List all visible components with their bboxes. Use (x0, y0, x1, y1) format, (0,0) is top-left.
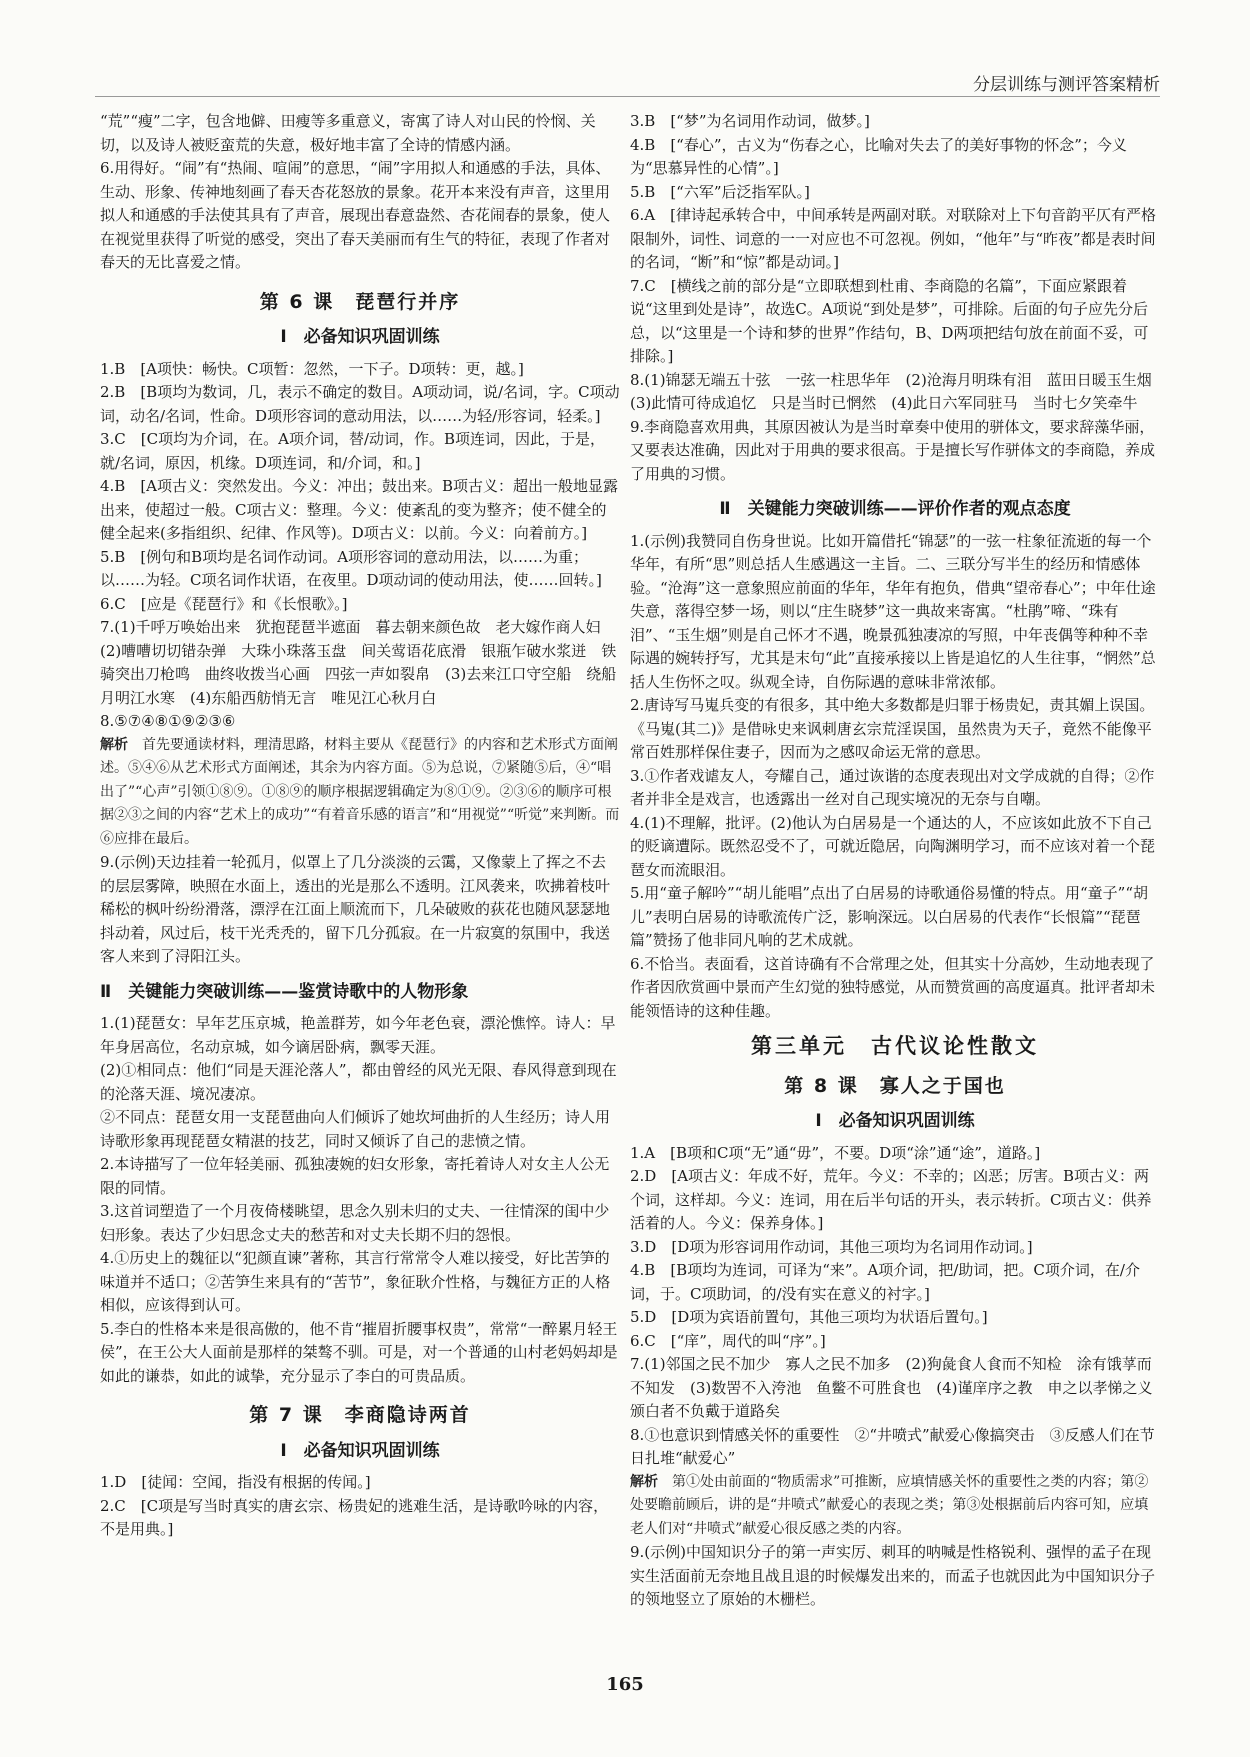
answer-item: 6.不恰当。表面看，这首诗确有不合常理之处，但其实十分高妙，生动地表现了作者因欣赏画中景而产生幻觉的独特感觉，从而赞赏画的高度逼真。批评者却未能领悟诗的这种佳趣。 (630, 954, 1156, 1020)
answer-item: (2)①相同点：他们“同是天涯沦落人”，都由曾经的风光无限、春风得意到现在的沦落天涯、境况凄凉。 (100, 1061, 617, 1103)
answer-item: 9.(示例)天边挂着一轮孤月，似罩上了几分淡淡的云霭，又像蒙上了挥之不去的层层雾障，映照在水面上，透出的光是那么不透明。江风袭来，吹拂着枝叶稀松的枫叶纷纷滑落，漂浮在江面上顺流而下，几朵破败的荻花也随风瑟瑟地抖动着，风过后，枝干光秃秃的，留下几分孤寂。在一片寂寞的氛围中，我送客人来到了浔阳江头。 (100, 853, 611, 965)
analysis-para (630, 1471, 1160, 1542)
section-title: Ⅱ 关键能力突破训练——评价作者的观点态度 (719, 499, 1071, 519)
answer-item: 8.(1)锦瑟无端五十弦 一弦一柱思华年 (2)沧海月明珠有泪 蓝田日暖玉生烟 (3)此情可待成追忆 只是当时已惘然 (4)此日六军同驻马 当时七夕笑牵牛 (630, 370, 1167, 412)
answer-item: 1.B [A项快：畅快。C项暂：忽然，一下子。D项转：更，越。] (100, 359, 524, 378)
answer-item: 2.D [A项古义：年成不好，荒年。今义：不幸的；凶恶；厉害。B项古义：两个词，这样却。今义：连词，用在后半句话的开头，表示转折。C项古义：供养活着的人。今义：保养身体。] (630, 1167, 1152, 1232)
answer-item: 1.A [B项和C项“无”通“毋”，不要。D项“涂”通“途”，道路。] (630, 1143, 1041, 1162)
answer-item: ②不同点：琵琶女用一支琵琶曲向人们倾诉了她坎坷曲折的人生经历；诗人用诗歌形象再现琵琶女精湛的技艺，同时又倾诉了自己的悲愤之情。 (100, 1108, 611, 1150)
analysis-para (100, 734, 620, 852)
answer-item: 2.C [C项是写当时真实的唐玄宗、杨贵妃的逃难生活，是诗歌吟咏的内容，不是用典。] (100, 1496, 609, 1538)
analysis-label: 解析 (100, 736, 128, 753)
analysis-label: 解析 (630, 1473, 658, 1490)
answer-item: 4.B [A项古义：突然发出。今义：冲出；鼓出来。B项古义：超出一般地显露出来，使超过一般。C项古义：整理。今义：使紊乱的变为整齐；使不健全的健全起来(多指组织、纪律、作风等)。D项古义：以前。今义：向着前方。] (100, 477, 619, 542)
answer-item: 4.(1)不理解，批评。(2)他认为白居易是一个通达的人，不应该如此放不下自己的贬谪遭际。既然忍受不了，可就近隐居，向陶渊明学习，而不应该对着一个琵琶女而流眼泪。 (630, 813, 1156, 879)
answer-item: 1.D [徒闻：空闻，指没有根据的传闻。] (100, 1473, 371, 1491)
answer-item: 7.(1)邻国之民不加少 寡人之民不加多 (2)狗彘食人食而不知检 涂有饿莩而不知发 (3)数罟不入洿池 鱼鳖不可胜食也 (4)谨庠序之教 申之以孝悌之义 颁白者不负戴于道路矣 (630, 1355, 1168, 1420)
answer-item: 3.①作者戏谑友人，夸耀自己，通过诙谐的态度表现出对文学成就的自得；②作者并非全是戏言，也透露出一丝对自己现实境况的无奈与自嘲。 (630, 766, 1155, 808)
answer-item: 6.A [律诗起承转合中，中间承转是两副对联。对联除对上下句音韵平仄有严格限制外，词性、词意的一一对应也不可忽视。例如，“他年”与“昨夜”都是表时间的名词，“断”和“惊”都是动词。] (630, 206, 1156, 271)
answer-item: 4.B [B项均为连词，可译为“来”。A项介词，把/助词，把。C项介词，在/介词，于。C项助词，的/没有实在意义的衬字。] (630, 1261, 1140, 1303)
answer-item: 7.C [横线之前的部分是“立即联想到杜甫、李商隐的名篇”，下面应紧跟着说“这里到处是诗”，故选C。A项说“到处是梦”，可排除。后面的句子应先分后总，以“这里是一个诗和梦的世界”作结句，B、D两项把结句放在前面不妥，可排除。] (630, 276, 1149, 365)
answer-item: 3.D [D项为形容词用作动词，其他三项均为名词用作动词。] (630, 1237, 1033, 1256)
answer-item: 3.B [“梦”为名词用作动词，做梦。] (630, 112, 870, 130)
left-column (100, 110, 620, 1542)
intro-para: 6.用得好。“闹”有“热闹、喧闹”的意思，“闹”字用拟人和通感的手法，具体、生动、形象、传神地刻画了春天杏花怒放的景象。花开本来没有声音，这里用拟人和通感的手法使其具有了声音，展现出春意盎然、杏花闹春的景象，使人在视觉里获得了听觉的感受，突出了春天美丽而有生气的特征，表现了作者对春天的无比喜爱之情。 (100, 159, 611, 271)
answer-item: 7.(1)千呼万唤始出来 犹抱琵琶半遮面 暮去朝来颜色故 老大嫁作商人妇 (2)嘈嘈切切错杂弹 大珠小珠落玉盘 间关莺语花底滑 银瓶乍破水浆迸 铁骑突出刀枪鸣 曲终收拨当心画 四弦一声如裂帛 (3)去来江口守空船 绕船月明江水寒 (4)东船西舫悄无言 唯见江心秋月白 (100, 618, 617, 707)
header-rule (95, 96, 1160, 97)
answer-item: 5.B [“六军”后泛指军队。] (630, 182, 810, 201)
section-title: Ⅰ 必备知识巩固训练 (280, 1440, 440, 1461)
answer-item: 1.(1)琵琶女：早年艺压京城，艳盖群芳，如今年老色衰，漂沦憔悴。诗人：早年身居高位，名动京城，如今谪居卧病，飘零天涯。 (100, 1014, 616, 1056)
intro-para: “荒”“瘦”二字，包含地僻、田瘦等多重意义，寄寓了诗人对山民的怜悯、关切，以及诗人被贬蛮荒的失意，极好地丰富了全诗的情感内涵。 (100, 112, 596, 154)
analysis-text: 第①处由前面的“物质需求”可推断，应填情感关怀的重要性之类的内容；第②处要瞻前顾后，讲的是“井喷式”献爱心的表现之类；第③处根据前后内容可知，应填老人们对“井喷式”献爱心很反感之类的内容。 (630, 1473, 1149, 1537)
lesson-8-title: 第 8 课 寡人之于国也 (784, 1074, 1006, 1097)
answer-item: 5.B [例句和B项均是名词作动词。A项形容词的意动用法，以……为重；以……为轻。C项名词作状语，在夜里。D项动词的使动用法，使……回转。] (100, 547, 602, 589)
answer-item: 1.(示例)我赞同自伤身世说。比如开篇借托“锦瑟”的一弦一柱象征流逝的每一个华年，有所“思”则总括人生感遇这一主旨。二、三联分写半生的经历和情感体验。“沧海”这一意象照应前面的华年，华年有抱负，借典“望帝春心”；中年仕途失意，落得空梦一场，则以“庄生晓梦”这一典故来寄寓。“杜鹃”啼、“珠有泪”、“玉生烟”则是自己怀才不遇，晚景孤独凄凉的写照，中年丧偶等种种不幸际遇的婉转抒写，尤其是末句“此”直接承接以上皆是追忆的人生往事，“惘然”总括人生伤怀之叹。纵观全诗，自伤际遇的意味非常浓郁。 (630, 531, 1156, 691)
answer-item: 2.本诗描写了一位年轻美丽、孤独凄婉的妇女形象，寄托着诗人对女主人公无限的同情。 (100, 1155, 610, 1197)
answer-item: 2.B [B项均为数词，几，表示不确定的数目。A项动词，说/名词，字。C项动词，动名/名词，性命。D项形容词的意动用法，以……为轻/形容词，轻柔。] (100, 383, 620, 425)
unit-3-title: 第三单元 古代议论性散文 (751, 1034, 1039, 1058)
answer-item: 9.李商隐喜欢用典，其原因被认为是当时章奏中使用的骈体文，要求辞藻华丽，又要表达准确，因此对于用典的要求很高。于是擅长写作骈体文的李商隐，养成了用典的习惯。 (630, 417, 1156, 483)
answer-item: 3.这首词塑造了一个月夜倚楼眺望，思念久别未归的丈夫、一往情深的闺中少妇形象。表达了少妇思念丈夫的愁苦和对丈夫长期不归的怨恨。 (100, 1202, 610, 1244)
section-title: Ⅰ 必备知识巩固训练 (280, 327, 440, 347)
answer-item: 5.D [D项为宾语前置句，其他三项均为状语后置句。] (630, 1308, 988, 1326)
section-title: Ⅰ 必备知识巩固训练 (815, 1111, 975, 1131)
lesson-6-title: 第 6 课 琵琶行并序 (259, 290, 461, 313)
answer-item: 9.(示例)中国知识分子的第一声实厉、刺耳的呐喊是性格锐利、强悍的孟子在现实生活面前无奈地且战且退的时候爆发出来的，而孟子也就因此为中国知识分子的领地竖立了原始的木栅栏。 (630, 1543, 1156, 1608)
answer-item: 8.①也意识到情感关怀的重要性 ②“井喷式”献爱心像搞突击 ③反感人们在节日扎堆“献爱心” (630, 1425, 1155, 1467)
answer-item: 5.李白的性格本来是很高傲的，他不肯“摧眉折腰事权贵”，常常“一醉累月轻王侯”，在王公大人面前是那样的桀骜不驯。可是，对一个普通的山村老妈妈却是如此的谦恭，如此的诚挚，充分显示了李白的可贵品质。 (100, 1319, 618, 1385)
answer-item: 4.①历史上的魏征以“犯颜直谏”著称，其言行常常令人难以接受，好比苦笋的味道并不适口；②苦笋生来具有的“苦节”，象征耿介性格，与魏征方正的人格相似，应该得到认可。 (100, 1249, 611, 1314)
analysis-text: 首先要通读材料，理清思路，材料主要从《琵琶行》的内容和艺术形式方面阐述。⑤④⑥从艺术形式方面阐述，其余为内容方面。⑤为总说，⑦紧随⑤后，④“唱出了”“心声”引领①⑧⑨。①⑧⑨的顺序根据逻辑确定为⑧①⑨。②③⑥的顺序可根据②③之间的内容“艺术上的成功”“有着音乐感的语言”和“用视觉”“听觉”来判断。而⑥应排在最后。 (100, 736, 620, 847)
answer-item: 6.C [应是《琵琶行》和《长恨歌》。] (100, 594, 348, 613)
answer-item: 6.C [“庠”，周代的叫“序”。] (630, 1331, 826, 1350)
answer-item: 8.⑤⑦④⑧①⑨②③⑥ (100, 712, 236, 730)
answer-item: 3.C [C项均为介词，在。A项介词，替/动词，作。B项连词，因此，于是，就/名词，原因，机缘。D项连词，和/介词，和。] (100, 430, 606, 472)
lesson-7-title: 第 7 课 李商隐诗两首 (249, 1404, 471, 1426)
answer-item: 5.用“童子解吟”“胡儿能唱”点出了白居易的诗歌通俗易懂的特点。用“童子”“胡儿”表明白居易的诗歌流传广泛，影响深远。以白居易的代表作“长恨篇”“琵琶篇”赞扬了他非同凡响的艺术成就。 (630, 884, 1148, 949)
answer-item: 4.B [“春心”，古义为“伤春之心，比喻对失去了的美好事物的怀念”；今义为“思慕异性的心情”。] (630, 135, 1127, 177)
section-title: Ⅱ 关键能力突破训练——鉴赏诗歌中的人物形象 (100, 981, 469, 1002)
answer-item: 2.唐诗写马嵬兵变的有很多，其中绝大多数都是归罪于杨贵妃，责其媚上误国。《马嵬(其二)》是借咏史来讽刺唐玄宗荒淫误国，虽然贵为天子，竟然不能像平常百姓那样保住妻子，因而为之感叹命运无常的意思。 (630, 696, 1155, 761)
running-header: 分层训练与测评答案精析 (973, 75, 1160, 95)
right-column (630, 110, 1168, 1612)
page-number: 165 (606, 1674, 644, 1695)
